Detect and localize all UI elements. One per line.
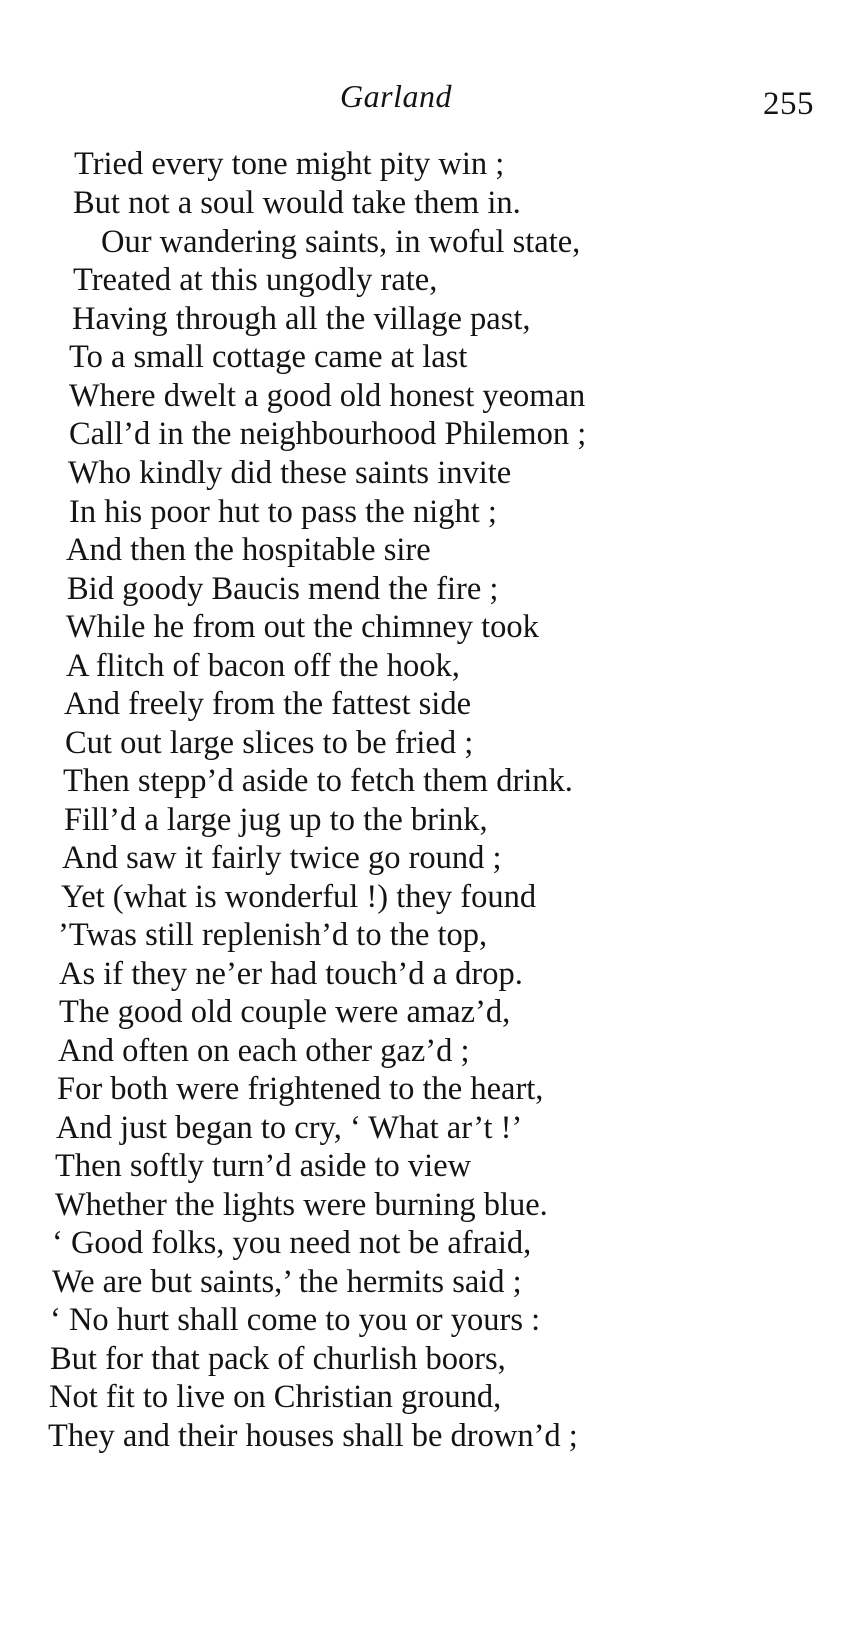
poem-line: ‘ Good folks, you need not be afraid, — [52, 1225, 532, 1261]
poem-line: Not fit to live on Christian ground, — [49, 1379, 502, 1415]
poem-line: Where dwelt a good old honest yeoman — [69, 378, 586, 414]
poem-line: Fill’d a large jug up to the brink, — [64, 802, 488, 838]
page-number: 255 — [763, 86, 814, 122]
poem-line: Whether the lights were burning blue. — [55, 1187, 548, 1223]
poem-line: As if they ne’er had touch’d a drop. — [59, 956, 523, 992]
poem-line: But for that pack of churlish boors, — [50, 1341, 506, 1377]
poem-line: But not a soul would take them in. — [73, 185, 521, 221]
poem-line: ‘ No hurt shall come to you or yours : — [50, 1302, 541, 1338]
poem-line: ’Twas still replenish’d to the top, — [58, 917, 488, 953]
poem-line: We are but saints,’ the hermits said ; — [52, 1264, 522, 1300]
poem-line: Tried every tone might pity win ; — [74, 146, 505, 182]
running-title: Garland — [340, 78, 452, 114]
poem-line: To a small cottage came at last — [69, 339, 468, 375]
poem-line: Cut out large slices to be fried ; — [65, 725, 474, 761]
poem-line: In his poor hut to pass the night ; — [69, 494, 497, 530]
poem-line: And then the hospitable sire — [66, 532, 431, 568]
poem-line: For both were frightened to the heart, — [57, 1071, 544, 1107]
poem-line: Then softly turn’d aside to view — [55, 1148, 472, 1184]
poem-line: Who kindly did these saints invite — [68, 455, 512, 491]
poem-line: Call’d in the neighbourhood Philemon ; — [69, 416, 587, 452]
poem-line: A flitch of bacon off the hook, — [66, 648, 460, 684]
poem-line: While he from out the chimney took — [66, 609, 539, 645]
running-head — [0, 78, 865, 122]
poem-line: They and their houses shall be drown’d ; — [48, 1418, 578, 1454]
poem-line: And just began to cry, ‘ What ar’t !’ — [56, 1110, 523, 1146]
poem-line: And freely from the fattest side — [64, 686, 472, 722]
poem-line: Having through all the village past, — [72, 301, 531, 337]
poem-line: And often on each other gaz’d ; — [58, 1033, 470, 1069]
poem-line: The good old couple were amaz’d, — [59, 994, 511, 1030]
poem-line: And saw it fairly twice go round ; — [62, 840, 502, 876]
poem-line: Then stepp’d aside to fetch them drink. — [63, 763, 573, 799]
poem-line: Bid goody Baucis mend the fire ; — [67, 571, 499, 607]
poem-line: Treated at this ungodly rate, — [73, 262, 438, 298]
poem-line: Our wandering saints, in woful state, — [101, 224, 581, 260]
poem-line: Yet (what is wonderful !) they found — [61, 879, 537, 915]
